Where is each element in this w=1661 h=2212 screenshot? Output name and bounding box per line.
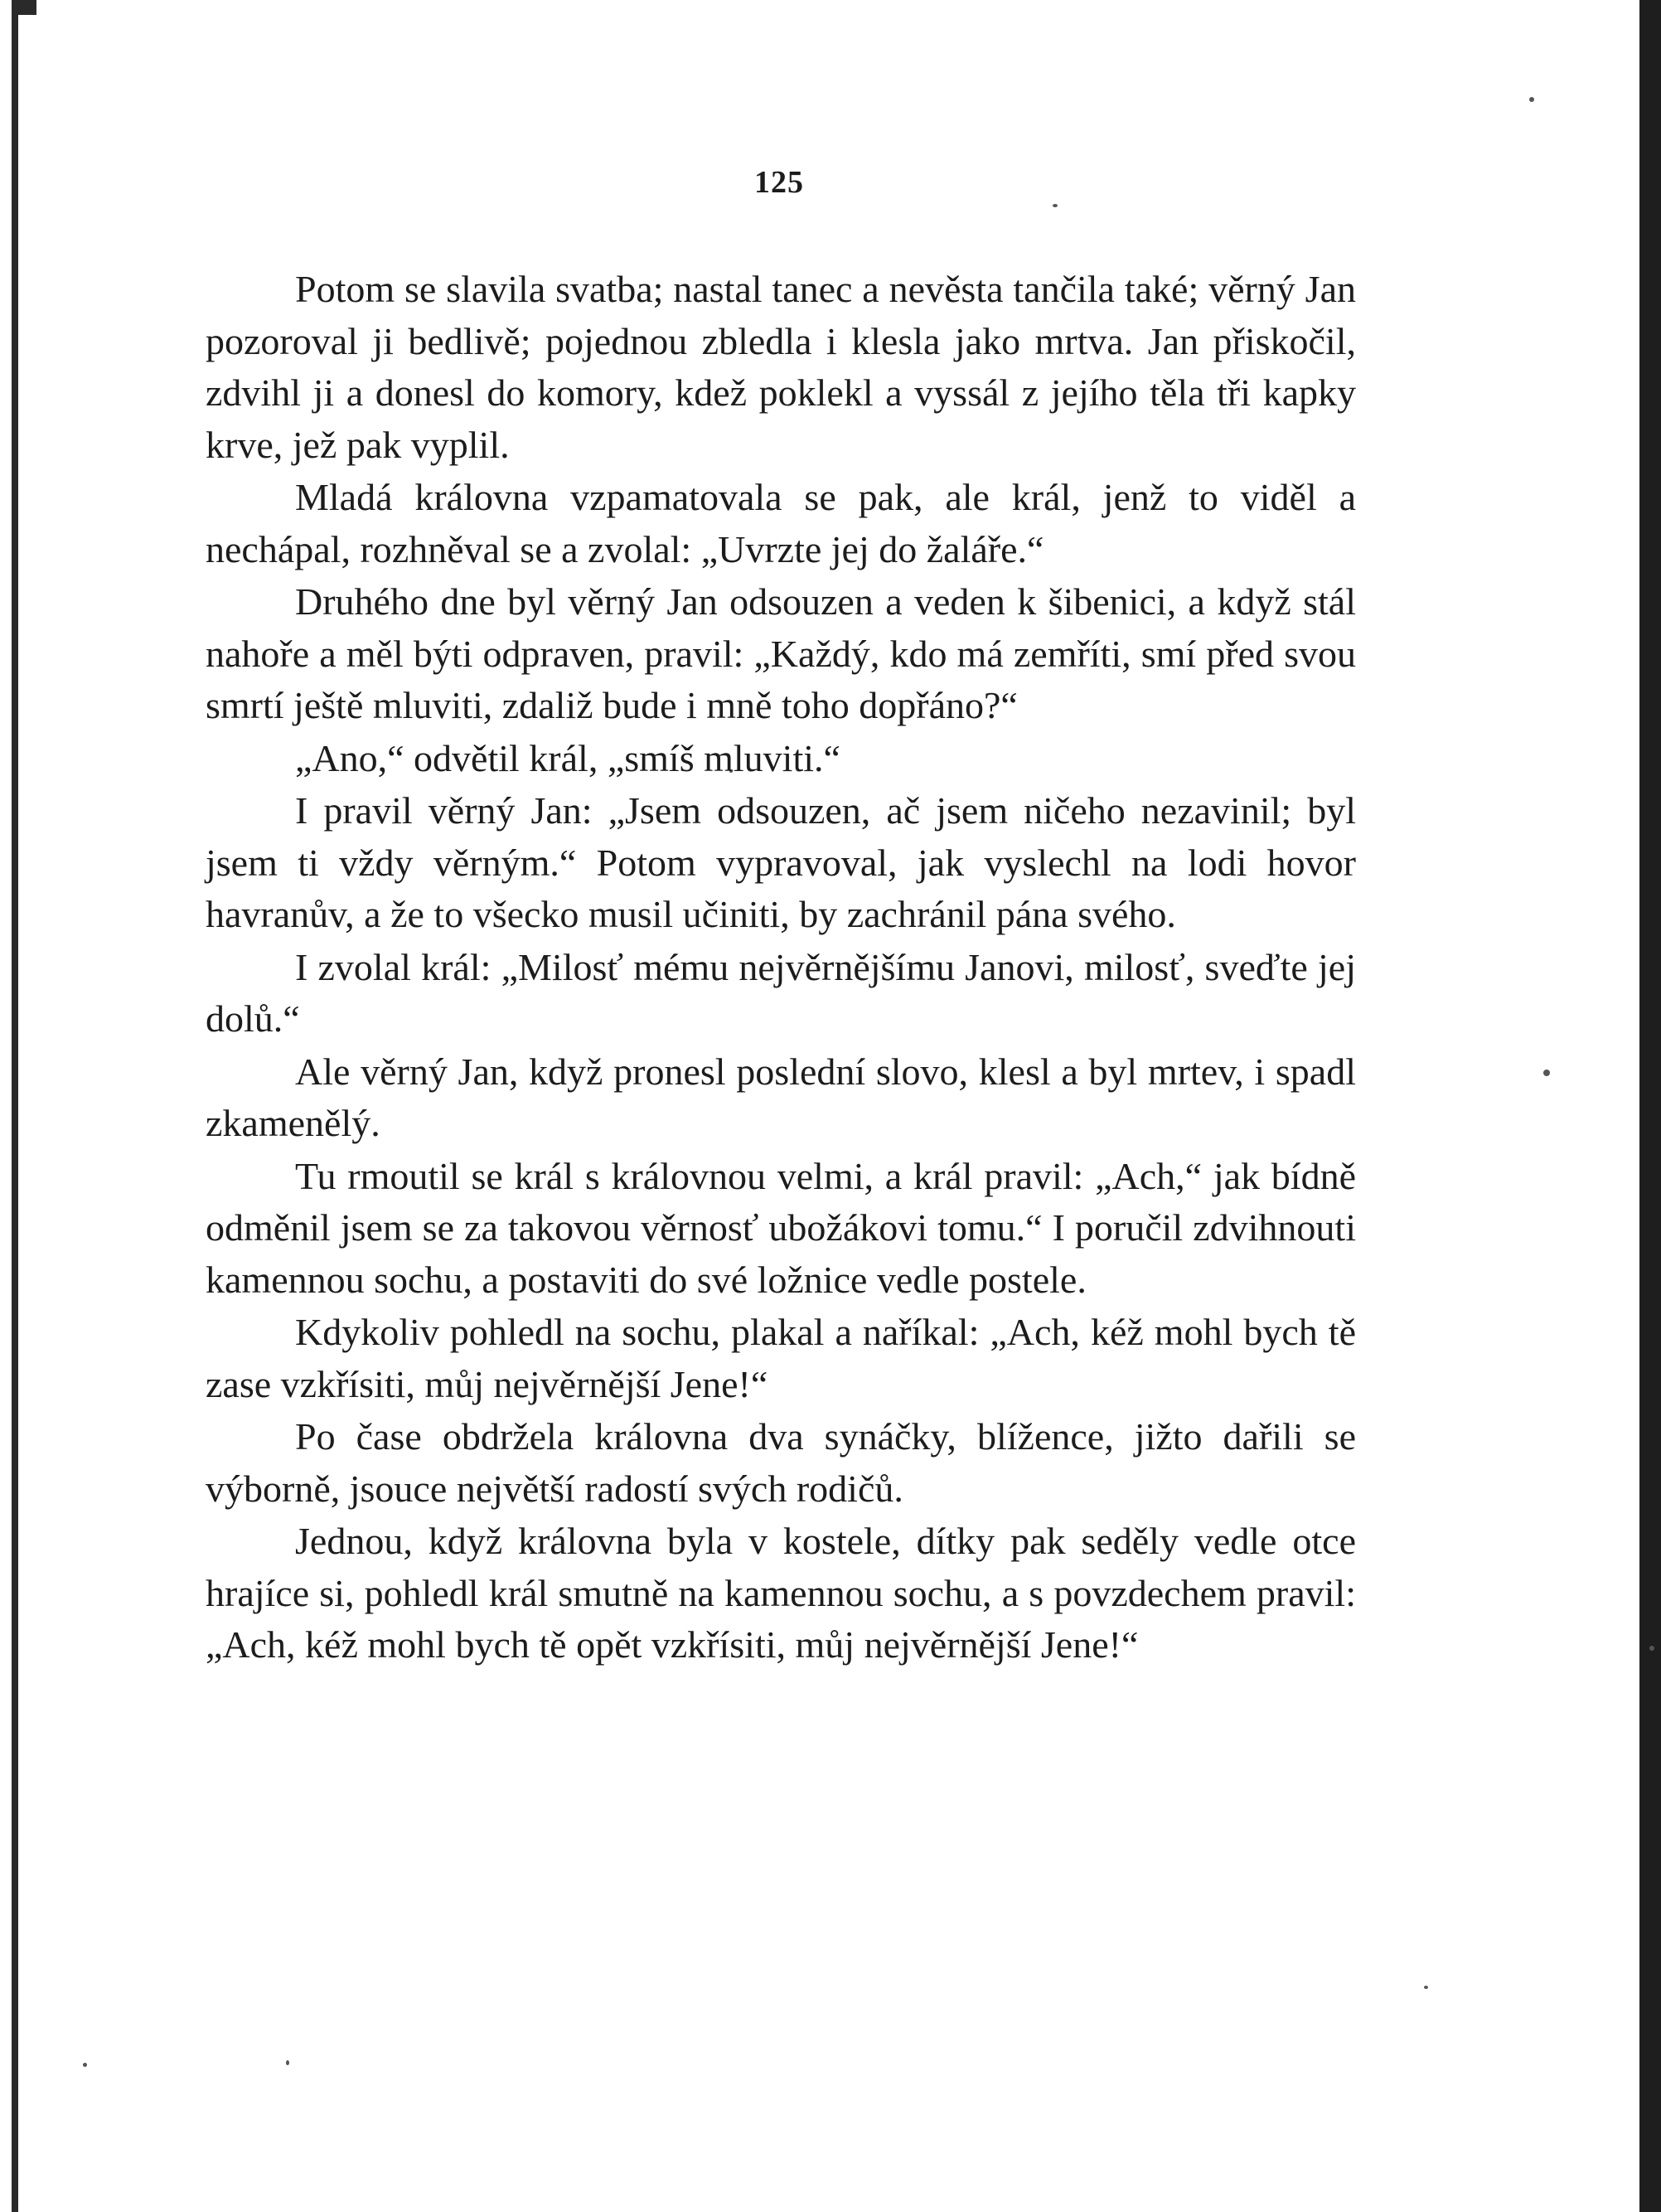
paper-speck [1529,97,1534,102]
paragraph: Druhého dne byl věrný Jan odsouzen a veden k šibenici, a když stál nahoře a měl býti odpraven, pravil: „Každý, kdo má zemříti, smí před svou smrtí ještě mluviti, zdaliž bude i mně toho dopřáno?“ [206,580,1356,726]
paper-speck [1649,1646,1654,1651]
paragraph: I pravil věrný Jan: „Jsem odsouzen, ač jsem ničeho nezavinil; byl jsem ti vždy věrným.“ Potom vypravoval, jak vyslechl na lodi hovor havranův, a že to všecko musil učiniti, by zachránil pána svého. [206,789,1356,935]
paper-speck [286,2060,289,2065]
right-page-edge [1639,0,1661,2212]
page-number: 125 [754,165,804,200]
paragraph: I zvolal král: „Milosť mému nejvěrnějšímu Janovi, milosť, sveďte jej dolů.“ [206,945,1356,1040]
paragraph: Tu rmoutil se král s královnou velmi, a král pravil: „Ach,“ jak bídně odměnil jsem se za takovou věrnosť ubožákovi tomu.“ I poručil zdvihnouti kamennou sochu, a postaviti do své ložnice vedle postele. [206,1154,1356,1301]
paragraph: Jednou, když královna byla v kostele, dítky pak seděly vedle otce hrajíce si, pohledl král smutně na kamennou sochu, a s povzdechem pravil: „Ach, kéž mohl bych tě opět vzkřísiti, můj nejvěrnější Jene!“ [206,1520,1356,1666]
paper-speck [1053,204,1058,207]
paragraph: „Ano,“ odvětil král, „smíš mluviti.“ [295,736,840,779]
paper-speck [1543,1070,1550,1076]
paragraph: Po čase obdržela královna dva synáčky, blížence, jižto dařili se výborně, jsouce největší radostí svých rodičů. [206,1415,1356,1510]
paper-speck [83,2063,87,2067]
left-page-edge-top [12,0,36,15]
paper-speck [1424,1986,1428,1989]
paragraph: Ale věrný Jan, když pronesl poslední slovo, klesl a byl mrtev, i spadl zkamenělý. [206,1050,1356,1144]
paragraph: Potom se slavila svatba; nastal tanec a nevěsta tančila také; věrný Jan pozoroval ji bedlivě; pojednou zbledla i klesla jako mrtva. Jan přiskočil, zdvihl ji a donesl do komory, kdež poklekl a vyssál z jejího těla tři kapky krve, jež pak vyplil. [206,268,1356,466]
paragraph: Kdykoliv pohledl na sochu, plakal a naříkal: „Ach, kéž mohl bych tě zase vzkřísiti, můj nejvěrnější Jene!“ [206,1311,1356,1405]
body-text [206,264,1356,1672]
paragraph: Mladá královna vzpamatovala se pak, ale král, jenž to viděl a nechápal, rozhněval se a zvolal: „Uvrzte jej do žaláře.“ [206,476,1356,570]
left-page-edge [12,0,18,2212]
